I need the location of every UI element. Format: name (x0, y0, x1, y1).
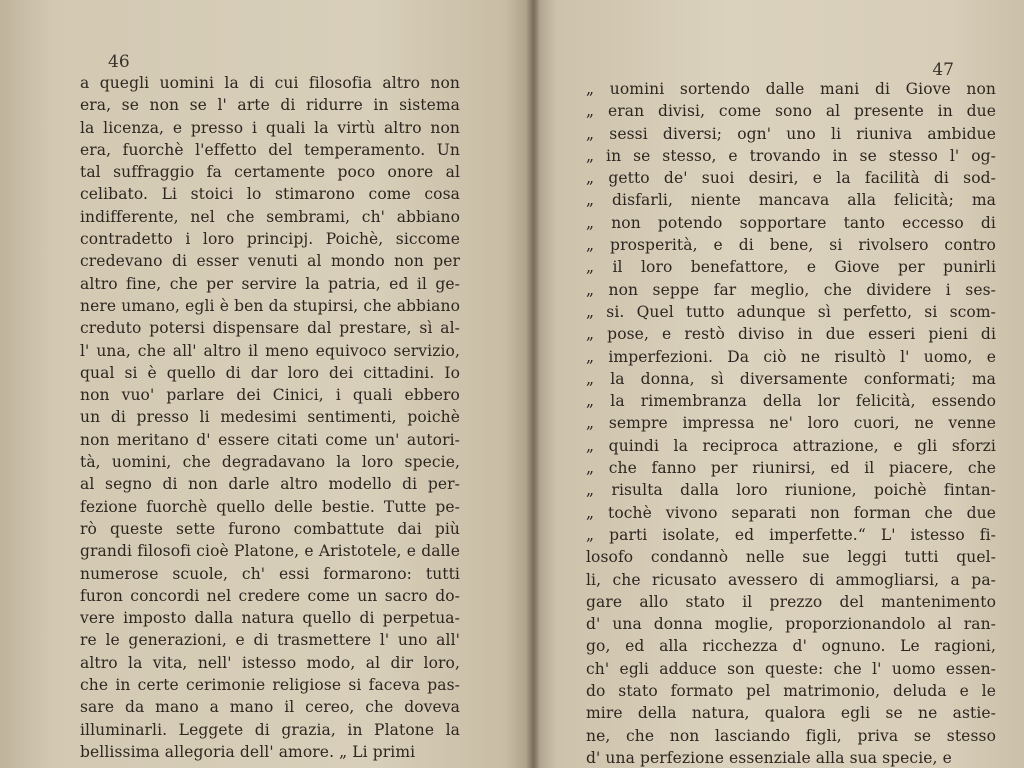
text-line: „ tochè vivono separati non forman che due (586, 503, 996, 522)
text-line: non meritano d' essere citati come un' autori- (80, 430, 460, 449)
book-gutter (526, 0, 540, 768)
text-line: furon concordi nel credere come un sacro do- (80, 586, 460, 605)
text-line: rò queste sette furono combattute dai più (80, 519, 460, 538)
text-line: mire della natura, qualora egli se ne astie- (586, 704, 996, 723)
text-line: d' una perfezione essenziale alla sua specie, e (586, 748, 952, 767)
text-line: non vuo' parlare dei Cinici, i quali ebbero (80, 386, 460, 405)
text-line: illuminarli. Leggete di grazia, in Platone la (80, 720, 460, 739)
text-line: altro la vita, nell' istesso modo, al dir loro, (80, 653, 460, 672)
text-line: contradetto i loro principj. Poichè, siccome (80, 230, 460, 249)
text-line: celibato. Li stoici lo stimarono come cosa (80, 185, 460, 204)
right-page-text (586, 78, 996, 768)
text-line: qual si è quello di dar loro dei cittadini. Io (80, 363, 460, 382)
text-line: sare da mano a mano il cereo, che doveva (80, 698, 460, 717)
page-number-left: 46 (108, 52, 130, 72)
text-line: bellissima allegoria dell' amore. „ Li primi (80, 742, 416, 761)
text-line: numerose scuole, ch' essi formarono: tutti (80, 564, 460, 583)
text-line: „ prosperità, e di bene, si rivolsero contro (586, 236, 996, 255)
text-line: „ la rimembranza della lor felicità, essendo (586, 392, 996, 411)
text-line: d' una donna moglie, proporzionandolo al ran- (586, 615, 996, 634)
text-line: grandi filosofi cioè Platone, e Aristotele, e dalle (80, 542, 460, 561)
text-line: al segno di non darle altro modello di per- (80, 475, 460, 494)
text-line: tà, uomini, che degradavano la loro specie, (80, 453, 460, 472)
text-line: la licenza, e presso i quali la virtù altro non (80, 118, 460, 137)
text-line: „ getto de' suoi desiri, e la facilità di sod- (586, 169, 996, 188)
text-line: re le generazioni, e di trasmettere l' uno all' (80, 631, 460, 650)
text-line: era, se non se l' arte di ridurre in sistema (80, 96, 460, 115)
text-line: l' una, che all' altro il meno equivoco servizio, (80, 341, 460, 360)
text-line: „ la donna, sì diversamente conformati; ma (586, 369, 996, 388)
text-line: un di presso li medesimi sentimenti, poichè (80, 408, 460, 427)
text-line: „ disfarli, niente mancava alla felicità; ma (586, 191, 996, 210)
text-line: „ il loro benefattore, e Giove per punirli (586, 258, 996, 277)
text-line: „ eran divisi, come sono al presente in due (586, 102, 996, 121)
text-line: „ in se stesso, e trovando in se stesso l' og- (586, 146, 996, 165)
right-page (532, 0, 1024, 768)
text-line: tal suffraggio fa certamente poco onore al (80, 163, 460, 182)
text-line: „ imperfezioni. Da ciò ne risultò l' uomo, e (586, 347, 996, 366)
text-line: „ sempre impressa ne' loro cuori, ne venne (586, 414, 996, 433)
text-line: era, fuorchè l'effetto del temperamento. Un (80, 140, 460, 159)
text-line: „ sessi diversi; ogn' uno li riuniva ambidue (586, 124, 996, 143)
text-line: a quegli uomini la di cui filosofia altro non (80, 74, 460, 92)
text-line: creduto potersi dispensare dal prestare, sì al- (80, 319, 460, 338)
text-line: „ non potendo sopportare tanto eccesso di (586, 213, 996, 232)
left-page-text (80, 72, 460, 763)
text-line: „ quindi la reciproca attrazione, e gli sforzi (586, 436, 996, 455)
text-line: do stato formato pel matrimonio, deluda e le (586, 682, 996, 701)
text-line: nere umano, egli è ben da stupirsi, che abbiano (80, 296, 460, 315)
page-number-right: 47 (932, 60, 954, 80)
text-line: che in certe cerimonie religiose si faceva pas- (80, 676, 460, 695)
text-line: credevano di esser venuti al mondo non per (80, 252, 460, 271)
text-line: altro fine, che per servire la patria, ed il ge- (80, 274, 460, 293)
text-line: losofo condannò nelle sue leggi tutti quel- (586, 548, 996, 567)
text-line: „ non seppe far meglio, che dividere i ses- (586, 280, 996, 299)
text-line: „ pose, e restò diviso in due esseri pieni di (586, 325, 996, 344)
text-line: ne, che non lasciando figli, priva se stesso (586, 726, 996, 745)
text-line: ch' egli adduce son queste: che l' uomo essen- (586, 659, 996, 678)
text-line: indifferente, nel che sembrami, ch' abbiano (80, 207, 460, 226)
text-line: „ risulta dalla loro riunione, poichè fintan- (586, 481, 996, 500)
text-line: „ uomini sortendo dalle mani di Giove non (586, 80, 996, 98)
text-line: go, ed alla ricchezza d' ognuno. Le ragioni, (586, 637, 996, 656)
text-line: „ che fanno per riunirsi, ed il piacere, che (586, 459, 996, 478)
text-line: vere imposto dalla natura quello di perpetua- (80, 609, 460, 628)
text-line: li, che ricusato avessero di ammogliarsi, a pa- (586, 570, 996, 589)
text-line: „ parti isolate, ed imperfette.“ L' istesso fi- (586, 525, 996, 544)
text-line: gare allo stato il prezzo del mantenimento (586, 592, 996, 611)
text-line: fezione fuorchè quello delle bestie. Tutte pe- (80, 497, 460, 516)
text-line: „ si. Quel tutto adunque sì perfetto, si scom- (586, 302, 996, 321)
